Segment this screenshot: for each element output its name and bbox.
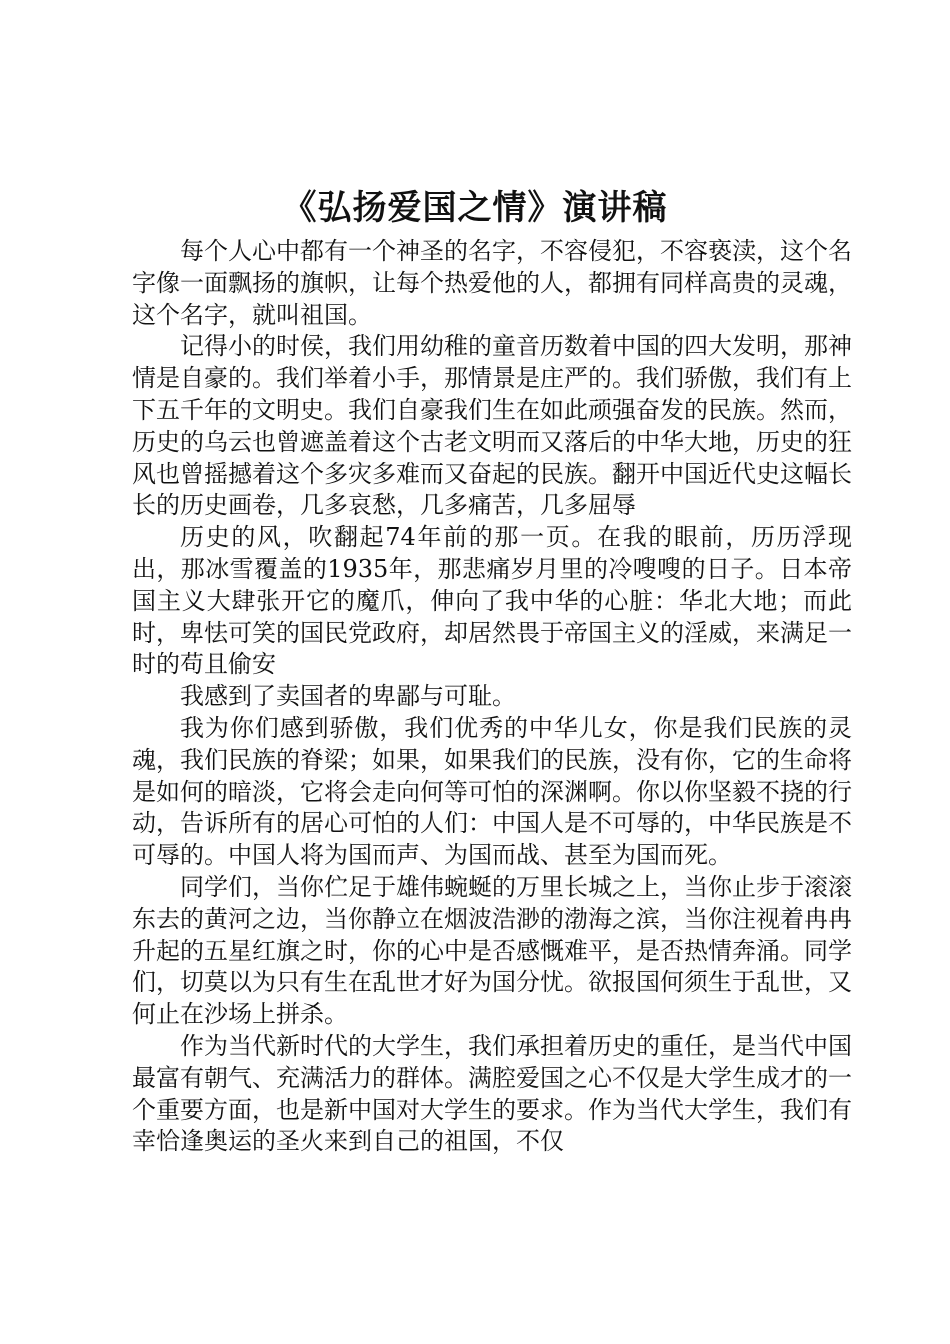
paragraph-2: 记得小的时侯，我们用幼稚的童音历数着中国的四大发明，那神情是自豪的。我们举着小手，那情景是庄严的。我们骄傲，我们有上下五千年的文明史。我们自豪我们生在如此顽强奋发的民族。然而，历史的乌云也曾遮盖着这个古老文明而又落后的中华大地，历史的狂风也曾摇撼着这个多灾多难而又奋起的民族。翻开中国近代史这幅长长的历史画卷，几多哀愁，几多痛苦，几多屈辱 [132,332,852,520]
paragraph-1: 每个人心中都有一个神圣的名字，不容侵犯，不容亵渎，这个名字像一面飘扬的旗帜，让每个热爱他的人，都拥有同样高贵的灵魂，这个名字，就叫祖国。 [132,237,852,329]
document-title: 《弘扬爱国之情》演讲稿 [282,188,668,228]
paragraph-7: 作为当代新时代的大学生，我们承担着历史的重任，是当代中国最富有朝气、充满活力的群体。满腔爱国之心不仅是大学生成才的一个重要方面，也是新中国对大学生的要求。作为当代大学生，我们有幸恰逢奥运的圣火来到自己的祖国，不仅 [132,1031,852,1156]
document-body [132,236,852,1158]
paragraph-6: 同学们，当你伫足于雄伟蜿蜒的万里长城之上，当你止步于滚滚东去的黄河之边，当你静立在烟波浩渺的渤海之滨，当你注视着冉冉升起的五星红旗之时，你的心中是否感慨难平，是否热情奔涌。同学们，切莫以为只有生在乱世才好为国分忧。欲报国何须生于乱世，又何止在沙场上拼杀。 [132,872,852,1029]
paragraph-4: 我感到了卖国者的卑鄙与可耻。 [180,682,516,711]
paragraph-5: 我为你们感到骄傲，我们优秀的中华儿女，你是我们民族的灵魂，我们民族的脊梁；如果，如果我们的民族，没有你，它的生命将是如何的暗淡，它将会走向何等可怕的深渊啊。你以你坚毅不挠的行动，告诉所有的居心可怕的人们：中国人是不可辱的，中华民族是不可辱的。中国人将为国而声、为国而战、甚至为国而死。 [132,713,852,870]
paragraph-3: 历史的风，吹翻起74年前的那一页。在我的眼前，历历浮现出，那冰雪覆盖的1935年，那悲痛岁月里的冷嗖嗖的日子。日本帝国主义大肆张开它的魔爪，伸向了我中华的心脏：华北大地；而此时，卑怯可笑的国民党政府，却居然畏于帝国主义的淫威，来满足一时的苟且偷安 [132,523,852,679]
